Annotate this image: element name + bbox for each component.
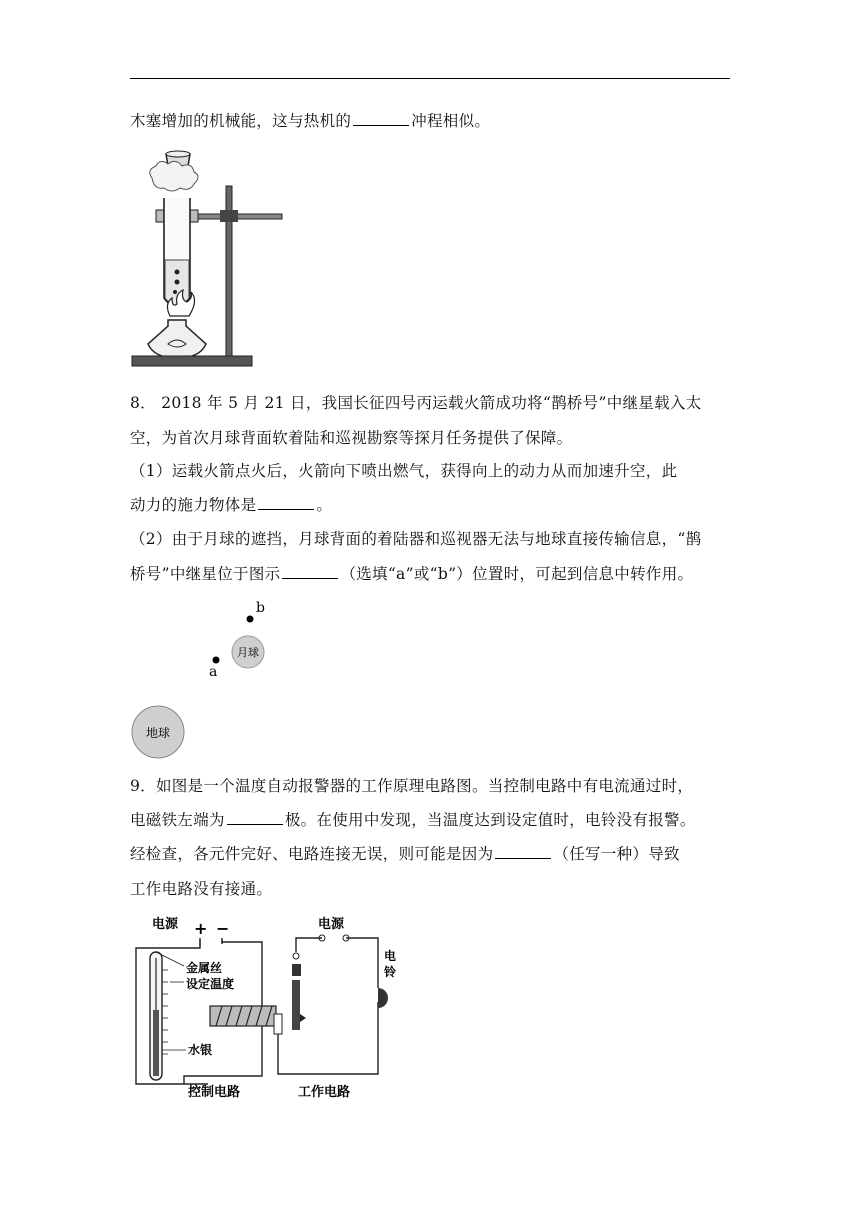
plus-label: + xyxy=(194,919,208,938)
q8-line-2: 空，为首次月球背面软着陆和巡视勘察等探月任务提供了保障。 xyxy=(130,429,573,447)
q9-line-1: 9．如图是一个温度自动报警器的工作原理电路图。当控制电路中有电流通过时， xyxy=(130,777,694,795)
q8-line-4-post: 。 xyxy=(316,496,333,514)
q9-line-2-post: 极。在使用中发现，当温度达到设定值时，电铃没有报警。 xyxy=(284,811,696,829)
q9-line-2 xyxy=(130,809,730,831)
point-b-label: b xyxy=(256,600,265,616)
q9-figure xyxy=(128,910,400,1100)
control-circuit-label: 控制电路 xyxy=(188,1085,241,1100)
q9-answer-blank-2[interactable] xyxy=(495,843,551,859)
power-label-right: 电源 xyxy=(318,917,345,932)
alarm-circuit-diagram xyxy=(128,910,400,1100)
q8-line-5: （2）由于月球的遮挡，月球背面的着陆器和巡视器无法与地球直接传输信息，“鹊 xyxy=(130,530,702,548)
bell-label-2: 铃 xyxy=(384,965,397,979)
q8-line-4-pre: 动力的施力物体是 xyxy=(130,496,257,514)
q9-line-3-post: （任写一种）导致 xyxy=(553,845,680,863)
moon-label: 月球 xyxy=(237,646,259,659)
mercury-label: 水银 xyxy=(188,1043,213,1057)
q8-figure xyxy=(128,598,288,760)
q7-text xyxy=(130,110,730,132)
q8-line-1: 8． 2018 年 5 月 21 日，我国长征四号丙运载火箭成功将“鹊桥号”中继星载入太 xyxy=(130,394,702,412)
q8-answer-blank-1[interactable] xyxy=(258,494,314,510)
q8-answer-blank-2[interactable] xyxy=(282,563,338,579)
earth-moon-diagram xyxy=(128,598,288,760)
q8-line-6-post: （选填“a”或“b”）位置时，可起到信息中转作用。 xyxy=(340,565,694,583)
q7-text-post: 冲程相似。 xyxy=(411,112,491,130)
test-tube-apparatus xyxy=(128,148,288,370)
power-label-left: 电源 xyxy=(152,917,179,932)
q7-answer-blank[interactable] xyxy=(353,110,409,126)
minus-label: − xyxy=(216,919,230,938)
point-a-label: a xyxy=(209,664,218,680)
q9-line-2-pre: 电磁铁左端为 xyxy=(130,811,225,829)
point-b-dot xyxy=(247,616,254,623)
earth-label: 地球 xyxy=(145,726,171,740)
q9-line-4: 工作电路没有接通。 xyxy=(130,880,273,898)
q9-answer-blank-1[interactable] xyxy=(227,809,283,825)
bell-label-1: 电 xyxy=(384,949,397,963)
work-circuit-label: 工作电路 xyxy=(298,1085,351,1100)
q9-line-3 xyxy=(130,843,730,865)
q7-figure xyxy=(128,148,288,370)
q7-text-pre: 木塞增加的机械能，这与热机的 xyxy=(130,112,352,130)
q8-line-6-pre: 桥号”中继星位于图示 xyxy=(130,565,281,583)
q9-line-3-pre: 经检查，各元件完好、电路连接无误，则可能是因为 xyxy=(130,845,494,863)
point-a-dot xyxy=(213,657,220,664)
q8-line-3: （1）运载火箭点火后，火箭向下喷出燃气，获得向上的动力从而加速升空，此 xyxy=(130,462,678,480)
q8-line-6 xyxy=(130,563,730,585)
q8-line-4 xyxy=(130,494,730,516)
set-temp-label: 设定温度 xyxy=(186,977,235,991)
header-rule xyxy=(130,78,730,79)
metal-wire-label: 金属丝 xyxy=(186,961,223,975)
